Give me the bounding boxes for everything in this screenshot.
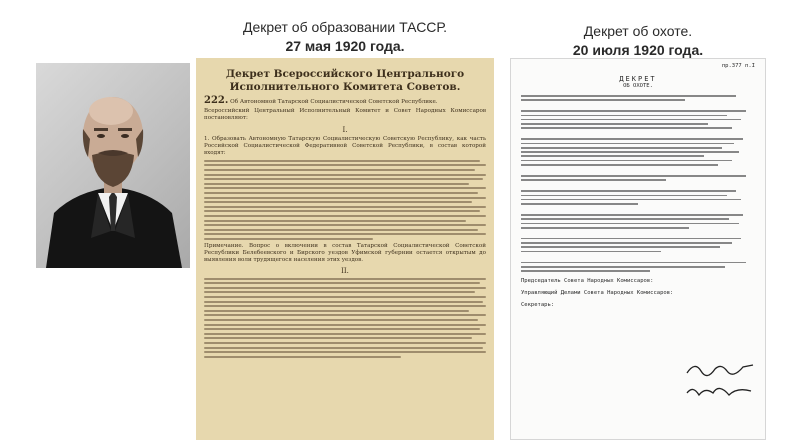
- caption-left-title: Декрет об образовании ТАССР.: [242, 19, 447, 35]
- doc2-reference: пр.377 п.I: [721, 63, 755, 69]
- doc2-signature-label-1: Председатель Совета Народных Комиссаров:: [521, 277, 654, 284]
- doc1-subheading: Об Автономной Татарской Социалистической Советской Республике.: [230, 99, 438, 105]
- doc1-heading: Декрет Всероссийского Центрального Исполнительного Комитета Советов.: [225, 68, 465, 93]
- caption-right-title: Декрет об охоте.: [583, 23, 693, 39]
- doc2-signature-label-3: Секретарь:: [521, 301, 555, 308]
- document-hunting-decree: [510, 58, 766, 440]
- portrait-figure: [36, 63, 190, 268]
- doc2-subtitle: ОБ ОХОТЕ.: [623, 83, 653, 89]
- doc1-note: Примечание. Вопрос о включении в состав Татарской Социалистической Советской Республики Белебеевского и Бирского уездов Уфимской губернии остается открытым до выявления воли трудящегося населения этих уездов.: [204, 242, 486, 263]
- portrait-photo: [36, 63, 190, 268]
- caption-left-date: 27 мая 1920 года.: [285, 38, 405, 54]
- doc1-section-1: I.: [342, 125, 348, 134]
- doc2-typed-text: [521, 95, 755, 272]
- doc1-text-block-1: [204, 160, 486, 240]
- doc1-paragraph-1: 1. Образовать Автономную Татарскую Социалистическую Советскую Республику, как часть Российской Социалистической Федеративной Советской Республики, в состав которой входят:: [204, 135, 486, 157]
- doc1-number: 222.: [204, 95, 229, 106]
- caption-right-date: 20 июля 1920 года.: [572, 42, 704, 58]
- doc1-section-2: II.: [341, 267, 349, 276]
- signature-2: [685, 381, 755, 401]
- document-tassr-decree: [196, 58, 494, 440]
- caption-left: [196, 18, 494, 56]
- doc2-signature-label-2: Управляющий Делами Совета Народных Комиссаров:: [521, 289, 674, 296]
- caption-right: [510, 22, 766, 60]
- doc2-title: ДЕКРЕТ: [619, 75, 657, 83]
- doc1-preamble: Всероссийский Центральный Исполнительный Комитет и Совет Народных Комиссаров постановляют:: [204, 108, 486, 122]
- signature-1: [685, 359, 755, 379]
- doc1-text-block-2: [204, 278, 486, 358]
